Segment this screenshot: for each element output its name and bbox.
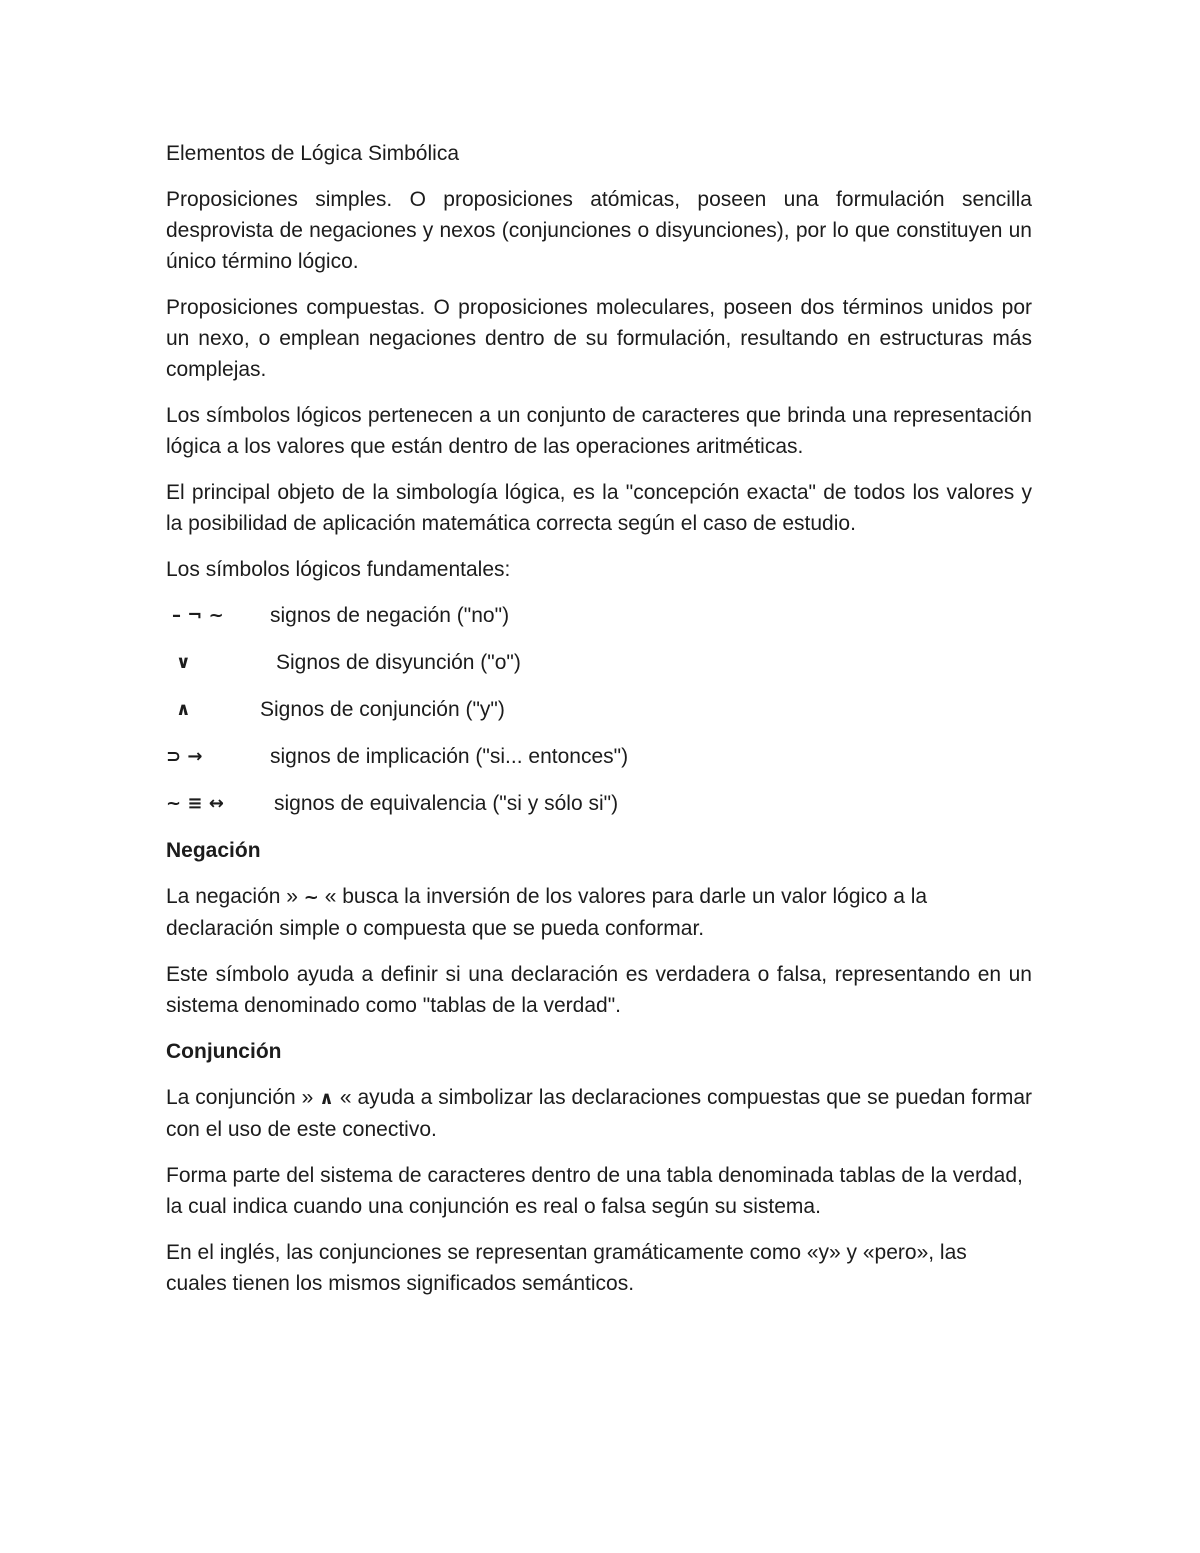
heading-negacion: Negación xyxy=(166,839,261,862)
symbol-row-conjuncion xyxy=(166,694,1032,725)
paragraph-conjuncion-1: La conjunción » ∧ « ayuda a simbolizar las declaraciones compuestas que se puedan formar con el uso de este conectivo. xyxy=(166,1086,1032,1141)
paragraph-simbolos-logicos: Los símbolos lógicos pertenecen a un conjunto de caracteres que brinda una representación lógica a los valores que están dentro de las operaciones aritméticas. xyxy=(166,404,1032,458)
disjunction-symbol: ∨ xyxy=(176,652,191,673)
paragraph-conjuncion-3: En el inglés, las conjunciones se representan gramáticamente como «y» y «pero», las cuales tienen los mismos significados semánticos. xyxy=(166,1241,967,1295)
paragraph-proposiciones-compuestas: Proposiciones compuestas. O proposiciones moleculares, poseen dos términos unidos por un nexo, o emplean negaciones dentro de su formulación, resultando en estructuras más complejas. xyxy=(166,296,1032,381)
symbol-row-negacion xyxy=(166,600,1032,631)
implication-symbols: ⊃ → xyxy=(166,746,203,767)
conjunction-symbol: ∧ xyxy=(176,699,191,720)
paragraph-objeto-simbologia: El principal objeto de la simbología lógica, es la "concepción exacta" de todos los valores y la posibilidad de aplicación matemática correcta según el caso de estudio. xyxy=(166,481,1032,535)
conjunction-description: Signos de conjunción ("y") xyxy=(260,698,505,721)
paragraph-simbolos-fundamentales: Los símbolos lógicos fundamentales: xyxy=(166,558,511,581)
equivalence-description: signos de equivalencia ("si y sólo si") xyxy=(274,792,619,815)
implication-description: signos de implicación ("si... entonces") xyxy=(270,745,629,768)
negation-symbols: – ¬ ~ xyxy=(172,605,224,626)
symbol-list xyxy=(166,600,1032,819)
conjunction-inline-symbol: ∧ xyxy=(319,1088,334,1109)
document-title: Elementos de Lógica Simbólica xyxy=(166,142,459,165)
paragraph-negacion-2: Este símbolo ayuda a definir si una declaración es verdadera o falsa, representando en un sistema denominado como "tablas de la verdad". xyxy=(166,963,1032,1017)
document-page xyxy=(166,138,1032,1314)
symbol-row-equivalencia xyxy=(166,788,1032,819)
symbol-row-disyuncion xyxy=(166,647,1032,678)
paragraph-conjuncion-2: Forma parte del sistema de caracteres dentro de una tabla denominada tablas de la verdad, la cual indica cuando una conjunción es real o falsa según su sistema. xyxy=(166,1164,1023,1218)
negation-inline-symbol: ~ xyxy=(303,887,319,908)
paragraph-proposiciones-simples: Proposiciones simples. O proposiciones atómicas, poseen una formulación sencilla desprovista de negaciones y nexos (conjunciones o disyunciones), por lo que constituyen un único término lógico. xyxy=(166,188,1032,273)
heading-conjuncion: Conjunción xyxy=(166,1040,282,1063)
equivalence-symbols: ~ ≡ ↔ xyxy=(166,793,224,814)
disjunction-description: Signos de disyunción ("o") xyxy=(276,651,521,674)
symbol-row-implicacion xyxy=(166,741,1032,772)
paragraph-negacion-1: La negación » ~ « busca la inversión de los valores para darle un valor lógico a la declaración simple o compuesta que se pueda conformar. xyxy=(166,885,928,940)
negation-description: signos de negación ("no") xyxy=(270,604,510,627)
